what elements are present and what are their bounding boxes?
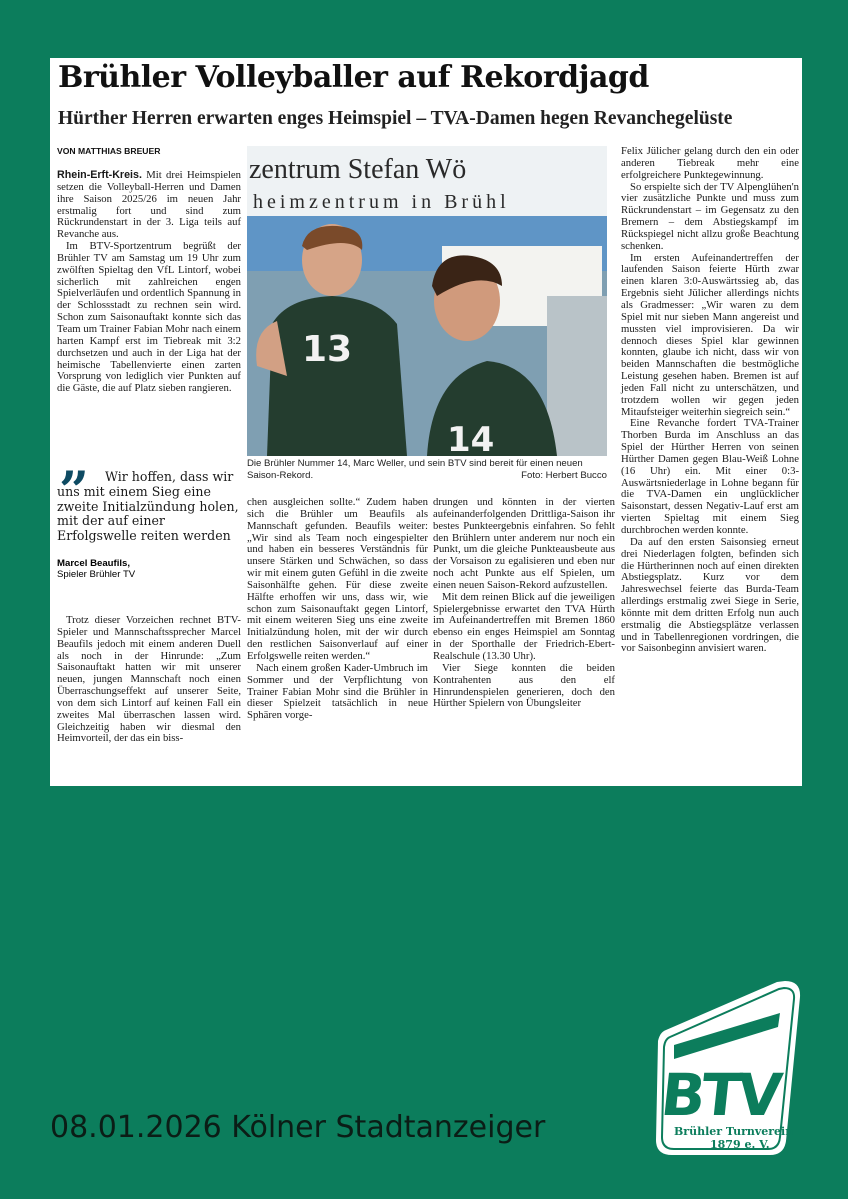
column-4 [621,146,799,655]
source-date-label: 08.01.2026 Kölner Stadtanzeiger [50,1110,546,1145]
paragraph-text: Mit drei Heimspielen setzen die Volleyball-Herren und Damen ihre Saison 2025/26 im neuen Jahr erstmalig fort und sind zum Rückrundenstart in der 3. Liga teils auf Revanche aus. [57,169,242,241]
banner-text-2: heimzentrum in Brühl [253,191,510,213]
article-photo [247,146,607,456]
dateline: Rhein-Erft-Kreis. [57,169,142,181]
banner-text: zentrum Stefan Wö [249,154,467,185]
paragraph: chen ausgleichen sollte.“ Zudem haben sich die Brühler um Beaufils als Mannschaft gefunden. Beaufils weiter: „Wir sind als Team noch eingespielter und haben ein besseres Verständnis für unsere Stärken und Schwächen, so dass wir mit einem guten Gefühl in die zweite Saisonhälfte gehen. Für diese zweite Hälfte erhoffen wir uns, dass wir, wie schon zum Saisonauftakt gegen Lintorf, mit einem weiteren Sieg uns eine zweite Initialzündung holen, mit der wir durch den restlichen Saisonverlauf auf einer Erfolgswelle reiten werden.“ [247,496,428,662]
paragraph: Da auf den ersten Saisonsieg erneut drei Niederlagen folgten, befinden sich die Hürtherinnen noch auf einen direkten Abstiegsplatz. Kurz vor dem Jahreswechsel feierte das Burda-Team allerdings erstmalig zwei Siege in Serie, könnte mit dem dritten Erfolg nun auch erstmalig die Abstiegsplätze verlassen und in Tabellenregionen vordringen, die vor Saisonbeginn anvisiert waren. [621,535,799,655]
paragraph: Im ersten Aufeinandertreffen der laufenden Saison feierte Hürth zwar einen klaren 3:0-Auswärtssieg ab, das Ergebnis sieht Jülicher allerdings nichts als Gradmesser: „Wir waren zu dem Spiel mit nur sieben Mann angereist und mussten viel improvisieren. Da wir dennoch dieses Spiel klar gewinnen konnten, glaube ich nicht, dass wir von beiden Mannschaften die bestmögliche Leistung gesehen haben. Bremen ist auf jeden Fall nicht zu unterschätzen, und trotzdem wollen wir gegen jeden Mitaufsteiger weiterhin siegreich sein.“ [621,251,799,418]
btv-logo [652,975,804,1160]
column-3 [433,497,615,710]
paragraph: Nach einem großen Kader-Umbruch im Sommer und der Verpflichtung von Trainer Fabian Mohr sind die Brühler in dieser Spielzeit tatsächlich in neue Sphären vorge- [247,661,428,722]
jersey-number-13: 13 [302,329,353,370]
paragraph: Mit dem reinen Blick auf die jeweiligen Spielergebnisse erwartet den TVA Hürth im Aufeinandertreffen mit Bremen 1860 ebenso ein enges Heimspiel am Sonntag in der Sporthalle der Friedrich-Ebert-Realschule (13.30 Uhr). [433,590,615,662]
jersey-number-14: 14 [447,420,495,456]
column-1 [57,170,241,395]
logo-letters: BTV [657,1061,782,1129]
paragraph: Eine Revanche fordert TVA-Trainer Thorben Burda im Anschluss an das Spiel der Hürther Herren von seinen Hürther Damen gegen Blau-Weiß Lohne (16 Uhr) ein. Mit einer 0:3-Auswärtsniederlage in Lohne begann für die TVA-Damen ein unglücklicher Saisonstart, dessen Negativ-Lauf erst am vierten Spieltag mit einem Sieg durchbrochen werden konnte. [621,417,799,536]
logo-club-name: Brühler Turnverein [674,1125,794,1138]
quote-author-role: Spieler Brühler TV [57,568,136,580]
paragraph: So erspielte sich der TV Alpenglühen'n vier zusätzliche Punkte und muss zum Rückrundenstart – im Gegensatz zu den Bremern – dem Abstiegskampf im Rückspiegel nicht allzu große Beachtung schenken. [621,180,799,252]
column-2 [247,497,428,722]
photo-caption [247,458,607,481]
caption-text: Die Brühler Nummer 14, Marc Weller, und sein BTV sind bereit für einen neuen Saison-Rekord. [247,458,583,481]
newspaper-clipping [50,58,802,786]
paragraph: Vier Siege konnten die beiden Kontrahenten aus den elf Hinrundenspielen generieren, doch den Hürther Spielern von Übungsleiter [433,661,615,710]
paragraph [57,170,241,241]
volleyball-players-photo [247,146,607,456]
headline: Brühler Volleyballer auf Rekordjagd [58,60,649,95]
quote-text: Wir hoffen, dass wir uns mit einem Sieg eine zweite Initialzündung holen, mit der auf einer Erfolgswelle reiten werden [57,469,239,544]
paragraph: Im BTV-Sportzentrum begrüßt der Brühler TV am Samstag um 19 Uhr zum zwölften Spieltag den VfL Lintorf, wobei sicherlich mit zahlreichen engen Spielverläufen und ordentlich Spannung in der Schlossstadt zu rechnen sein wird. Schon zum Saisonauftakt konnte sich das Team um Trainer Fabian Mohr nach einem harten Kampf erst im Tiebreak mit 3:2 durchsetzen und auch in der Liga hat der heimische Tabellenvierte einen zarten Vorsprung von lediglich vier Punkten auf die Gäste, die auf Platz sieben rangieren. [57,240,241,395]
logo-year: 1879 e. V. [710,1138,770,1151]
paragraph: Trotz dieser Vorzeichen rechnet BTV-Spieler und Mannschaftssprecher Marcel Beaufils jedoch mit einem anderen Duell als noch in der Hinrunde: „Zum Saisonauftakt hatten wir mit unserer neuen, jungen Mannschaft noch einen Überraschungseffekt auf unserer Seite, von dem sich Lintorf auf keinen Fall ein zweites Mal überraschen lassen wird. Gleichzeitig haben wir diesmal den Heimvorteil, der das ein biss- [57,614,241,745]
byline: VON MATTHIAS BREUER [57,146,161,156]
subheadline: Hürther Herren erwarten enges Heimspiel – TVA-Damen hegen Revanchegelüste [58,108,733,129]
photo-credit: Foto: Herbert Bucco [521,469,607,481]
quote-mark-icon: ” [59,461,89,522]
btv-logo-icon [652,975,804,1160]
paragraph: drungen und könnten in der vierten aufeinanderfolgenden Drittliga-Saison ihr bestes Punkteergebnis einfahren. So fehlt den Brühlern unter anderem nur noch ein Punkt, um die gleiche Punkteausbeute aus der Vorsaison zu egalisieren und eben nur noch acht Punkte aus elf Spielen, um einen neuen Saison-Rekord aufzustellen. [433,496,615,591]
quote-author: Marcel Beaufils, [57,557,131,569]
column-1-continued [57,615,241,745]
paragraph: Felix Jülicher gelang durch den ein oder anderen Tiebreak mehr eine erfolgreichere Punktegewinnung. [621,145,799,181]
pull-quote [57,461,241,580]
